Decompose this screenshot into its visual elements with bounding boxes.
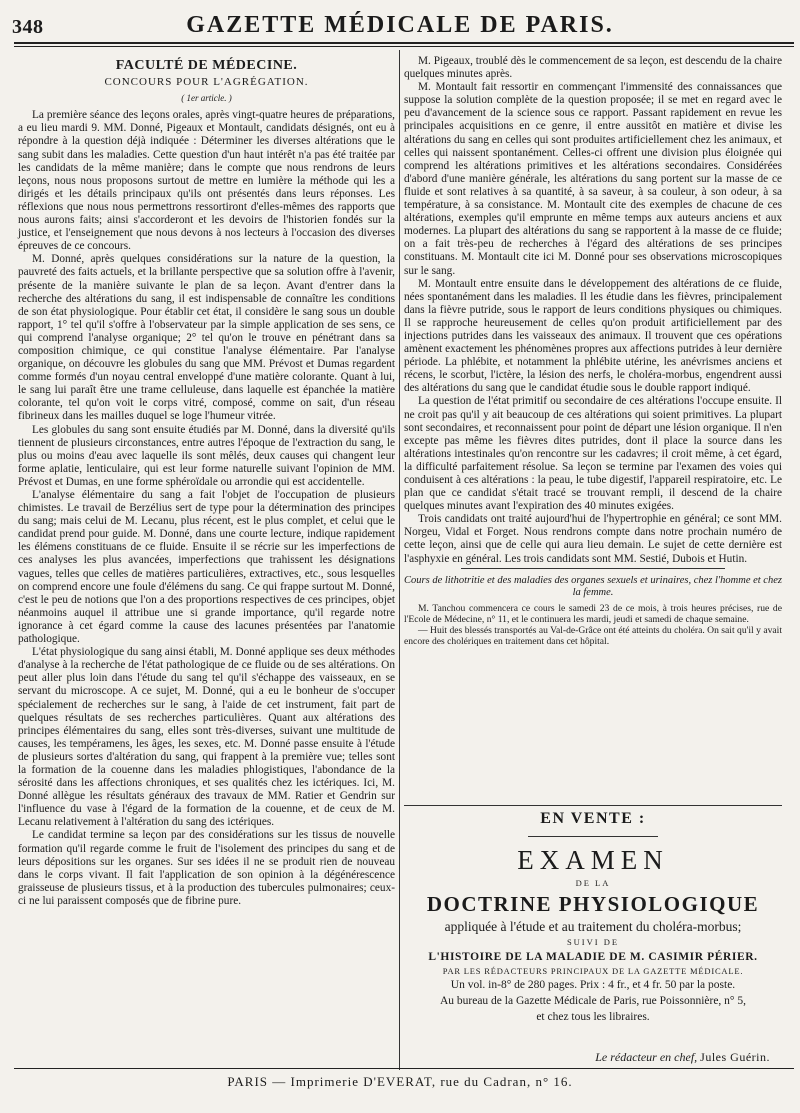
paragraph: Trois candidats ont traité aujourd'hui de l'hypertrophie en général; ce sont MM. Norgeu, Vidal et Forget. Nous rendrons compte dans notre prochain numéro de cette leçon, ainsi que de celle qui aura lieu demain. Le sujet de cette dernière est l'asphyxie en général. Les trois candidats sont MM. Sestié, Dubois et Hutin. — [404, 513, 782, 565]
ad-de-la: DE LA — [575, 878, 611, 888]
ad-title: EXAMEN — [517, 845, 669, 875]
paragraph: Les globules du sang sont ensuite étudiés par M. Donné, dans la diversité qu'ils tiennent de plusieurs circonstances, entre autres l'époque de l'extraction du sang, le plus ou moins d'eau avec laquelle ils sont mêlés, deux causes qui changent leur forme aplatie, lenticulaire, qui est leur forme naturelle suivant l'opinion de MM. Prévost et Dumas, en une forme sphéroïdale ou arrondie qui est accidentelle. — [18, 423, 395, 488]
ad-histoire: L'HISTOIRE DE LA MALADIE DE M. CASIMIR PÉRIER. — [428, 951, 758, 963]
page-number: 348 — [12, 16, 44, 38]
left-column — [18, 55, 395, 908]
ad-applied: appliquée à l'étude et au traitement du choléra-morbus; — [444, 919, 742, 934]
imprint: PARIS — Imprimerie D'EVERAT, rue du Cadran, n° 16. — [227, 1074, 573, 1089]
paragraph: M. Donné, après quelques considérations sur la nature de la question, la pauvreté des faits actuels, et la brillante perspective que sa solution offre à l'avenir, présente de la manière suivante le plan de sa leçon. Avant d'entrer dans la recherche des altérations du sang, il est indispensable de connaître les conditions de son état physiologique. Pour établir cet état, il considère le sang sous un double rapport, 1° tel qu'il s'offre à l'observateur par la simple application de ses sens, ce qui comprend l'analyse organique; 2° tel qu'on le trouve en pénétrant dans sa composition chimique, ce qui constitue l'analyse élémentaire. Par l'analyse organique, on découvre les globules du sang que MM. Prévost et Dumas regardent comme formés d'un noyau central enveloppé d'une matière colorante. Quant à lui, le sang lui paraît être une trame celluleuse, dans laquelle est épanchée la matière colorante, tel qu'on voit le corps vitré, composé, comme on sait, d'un réseau fibrineux dans les mailles duquel se loge l'humeur vitrée. — [18, 253, 395, 423]
advertisement — [404, 805, 782, 1024]
paragraph: Le candidat termine sa leçon par des considérations sur les tissus de nouvelle formation qu'il regarde comme le fruit de l'isolement des principes du sang et de leurs dépositions sur les organes. Sur ses idées il ne se produit rien de nouveau dans le corps vivant. Il fait l'application de son opinion à la dégénérescence graisseuse de plusieurs tissus, et à la production des tubercules pulmonaires; ceux-ci ne lui paraissent composés que de fibrine pure. — [18, 829, 395, 907]
ad-rule — [528, 836, 658, 837]
paragraph: L'analyse élémentaire du sang a fait l'objet de l'occupation de plusieurs chimistes. Le travail de Berzélius sert de type pour la détermination des principes du sang; mais celui de M. Lecanu, plus récent, est le plus complet, et celui que le candidat prend pour guide. M. Donné, dans une courte lecture, indique rapidement les élémens constituans de ce fluide. Ensuite il se récrie sur les imperfections de ces analyses les plus avancées, imperfections que trahissent les désignations vagues, telles que celles de matières particulières, extractives, etc., sous lesquelles on comprend encore une foule d'élémens du sang. Ce qui frappe surtout M. Donné, c'est le peu de notions que l'on a des proportions respectives de ces principes, objet néanmoins auquel il attribue une si grande importance, qu'il regarde notre ignorance à cet égard comme la cause des lacunes présentées par l'anatomie pathologique. — [18, 489, 395, 646]
page-header — [0, 12, 800, 42]
editor-signature — [595, 1050, 770, 1065]
paragraph: La première séance des leçons orales, après vingt-quatre heures de préparations, a eu lieu mardi 9. MM. Donné, Pigeaux et Montault, candidats désignés, ont eu à répondre à la question déjà indiquée : Déterminer les diverses altérations que le sang subit dans les maladies. Cette question d'un haut intérêt n'a pas été traitée par les candidats de la même manière; dans le compte que nous rendrons de leurs leçons, nous nous proposons surtout de mettre en lumière la méthode qui les a dirigés et les détails principaux qu'ils ont présentés dans leurs réponses. Les réflexions que nous nous permettrons ressortiront d'elles-mêmes des rapports que nous aurons faits; ainsi s'accorderont et les devoirs de l'historien fondés sur la justice, et l'enseignement que nous devons à nos lecteurs à l'occasion des diverses épreuves de ce concours. — [18, 109, 395, 253]
course-notice-title: Cours de lithotritie et des maladies des organes sexuels et urinaires, chez l'homme et chez la femme. — [404, 574, 782, 598]
column-divider — [399, 50, 400, 1070]
ad-booksellers: et chez tous les libraires. — [536, 1011, 650, 1023]
paragraph: M. Montault entre ensuite dans le développement des altérations de ce fluide, nées spontanément dans les maladies. Il les étudie dans les fièvres, principalement dans la fièvre putride, sous le rapport de leurs conditions physiques ou chimiques. Il se rapproche heureusement de celles qu'on produit artificiellement par des injections putrides dans les vaisseaux des animaux. Il trouvent que ces opérations amènent exactement les phénomènes propres aux affections putrides à leur dernière période. La phlébite, et notamment la phlébite utérine, les anévrismes anciens et récens, le scorbut, l'ictère, la lésion des nerfs, le choléra-morbus, engendrent aussi des altérations du sang que le candidat étudie sous le double rapport indiqué. — [404, 277, 782, 395]
section-title: FACULTÉ DE MÉDECINE. — [115, 58, 298, 73]
ad-volume: Un vol. in-8° de 280 pages. Prix : 4 fr., et 4 fr. 50 par la poste. — [450, 979, 736, 991]
editor-name: Jules Guérin. — [700, 1050, 770, 1064]
masthead-title: GAZETTE MÉDICALE DE PARIS. — [186, 12, 614, 38]
separator — [461, 568, 726, 569]
ad-top-rule — [404, 805, 782, 806]
ad-doctrine: DOCTRINE PHYSIOLOGIQUE — [426, 892, 760, 916]
section-subtitle: CONCOURS POUR L'AGRÉGATION. — [104, 76, 309, 89]
footer-rule — [14, 1068, 794, 1069]
paragraph: M. Pigeaux, troublé dès le commencement de sa leçon, est descendu de la chaire quelques minutes après. — [404, 55, 782, 81]
right-column — [404, 55, 782, 647]
news-item: — Huit des blessés transportés au Val-de-Grâce ont été atteints du choléra. On sait qu'il y avait encore des cholériques en traitement dans cet hôpital. — [404, 625, 782, 648]
ad-suivi: SUIVI DE — [566, 937, 620, 947]
ad-bureau: Au bureau de la Gazette Médicale de Paris, rue Poissonnière, n° 5, — [439, 995, 747, 1007]
course-notice-text: M. Tanchou commencera ce cours le samedi 23 de ce mois, à trois heures précises, rue de l'Ecole de Médecine, n° 11, et le continuera les mardi, jeudi et samedi de chaque semaine. — [404, 602, 782, 625]
article-number: ( 1er article. ) — [181, 93, 232, 104]
header-rule-thin — [14, 46, 794, 47]
header-rule — [14, 42, 794, 44]
paragraph: La question de l'état primitif ou secondaire de ces altérations l'occupe ensuite. Il ne croit pas qu'il y ait beaucoup de ces altérations qui soient primitives. La plupart sont secondaires, et reconnaissent pour point de départ une lésion organique. Il n'en excepte pas même les fièvres dites putrides, dont il place la source dans les altérations intestinales qu'on rencontre sur les cadavres; il croit même, à cet égard, la difficulté parfaitement résolue. Sa leçon se termine par l'examen des voies qui conduisent à ces altérations : la peau, le tube digestif, l'appareil respiratoire, etc. Le plan que ce candidat s'était tracé se trouvant rempli, il descend de la chaire quelques minutes avant l'expiration des 40 minutes exigées. — [404, 395, 782, 513]
paragraph: L'état physiologique du sang ainsi établi, M. Donné applique ses deux méthodes d'analyse à la recherche de l'état pathologique de ce fluide ou de ses altérations. On peut aller plus loin dans l'étude du sang tel qu'il s'échappe des vaisseaux, en se servant du microscope. A ce sujet, M. Donné, qui a eu le bonheur de s'occuper spécialement de recherches sur le sang, à l'aide de cet instrument, fait part de quelques résultats de ses recherches particulières. Quant aux altérations des principes élémentaires du sang, elles sont très-diverses, suivant une multitude de causes, les tempéramens, les âges, les sexes, etc. M. Donné passe ensuite à l'étude de plusieurs sortes d'altération du sang, qui frappent à la première vue; telles sont la formation de la couenne dans les maladies phlogistiques, l'abondance de la sérosité dans les affections chroniques, et ses qualités chez les ictériques. Ici, M. Donné allègue les résultats généraux des travaux de MM. Ratier et Gendrin sur l'influence du vase à l'égard de la formation de la couenne, et de ceux de M. Lecanu relativement à l'altération du sang des ictériques. — [18, 646, 395, 829]
ad-authors: PAR LES RÉDACTEURS PRINCIPAUX DE LA GAZETTE MÉDICALE. — [442, 966, 744, 976]
ad-heading: EN VENTE : — [540, 810, 646, 827]
editor-label: Le rédacteur en chef, — [595, 1050, 698, 1064]
paragraph: M. Montault fait ressortir en commençant l'immensité des connaissances que suppose la solution complète de la question proposée; il se met en regard avec le peu d'avancement de la science sous ce rapport. Passant rapidement en revue les principales acquisitions en ce genre, il entre aussitôt en matière et divise les altérations du sang en celles qui sont produites artificiellement chez les animaux, et celles qui naissent spontanément. Celles-ci offrent une division plus éloignée qui comprend les altérations primitives et les altérations secondaires. Considérées d'abord d'une manière générale, les altérations du sang portent sur la masse de ce fluide et sont relatives à sa quantité, à sa saveur, à sa couleur, à son odeur, à sa température, à sa consistance. M. Montault cite des exemples de chacune de ces altérations, exemples qu'il emprunte en même temps aux auteurs anciens et aux modernes. La plupart des altérations du sang se rapportent à la masse de ce fluide; on a fait très-peu de recherches à l'égard des altérations de ses principes constituans. M. Montault cite ici M. Donné pour ses observations microscopiques sur le sang. — [404, 81, 782, 277]
